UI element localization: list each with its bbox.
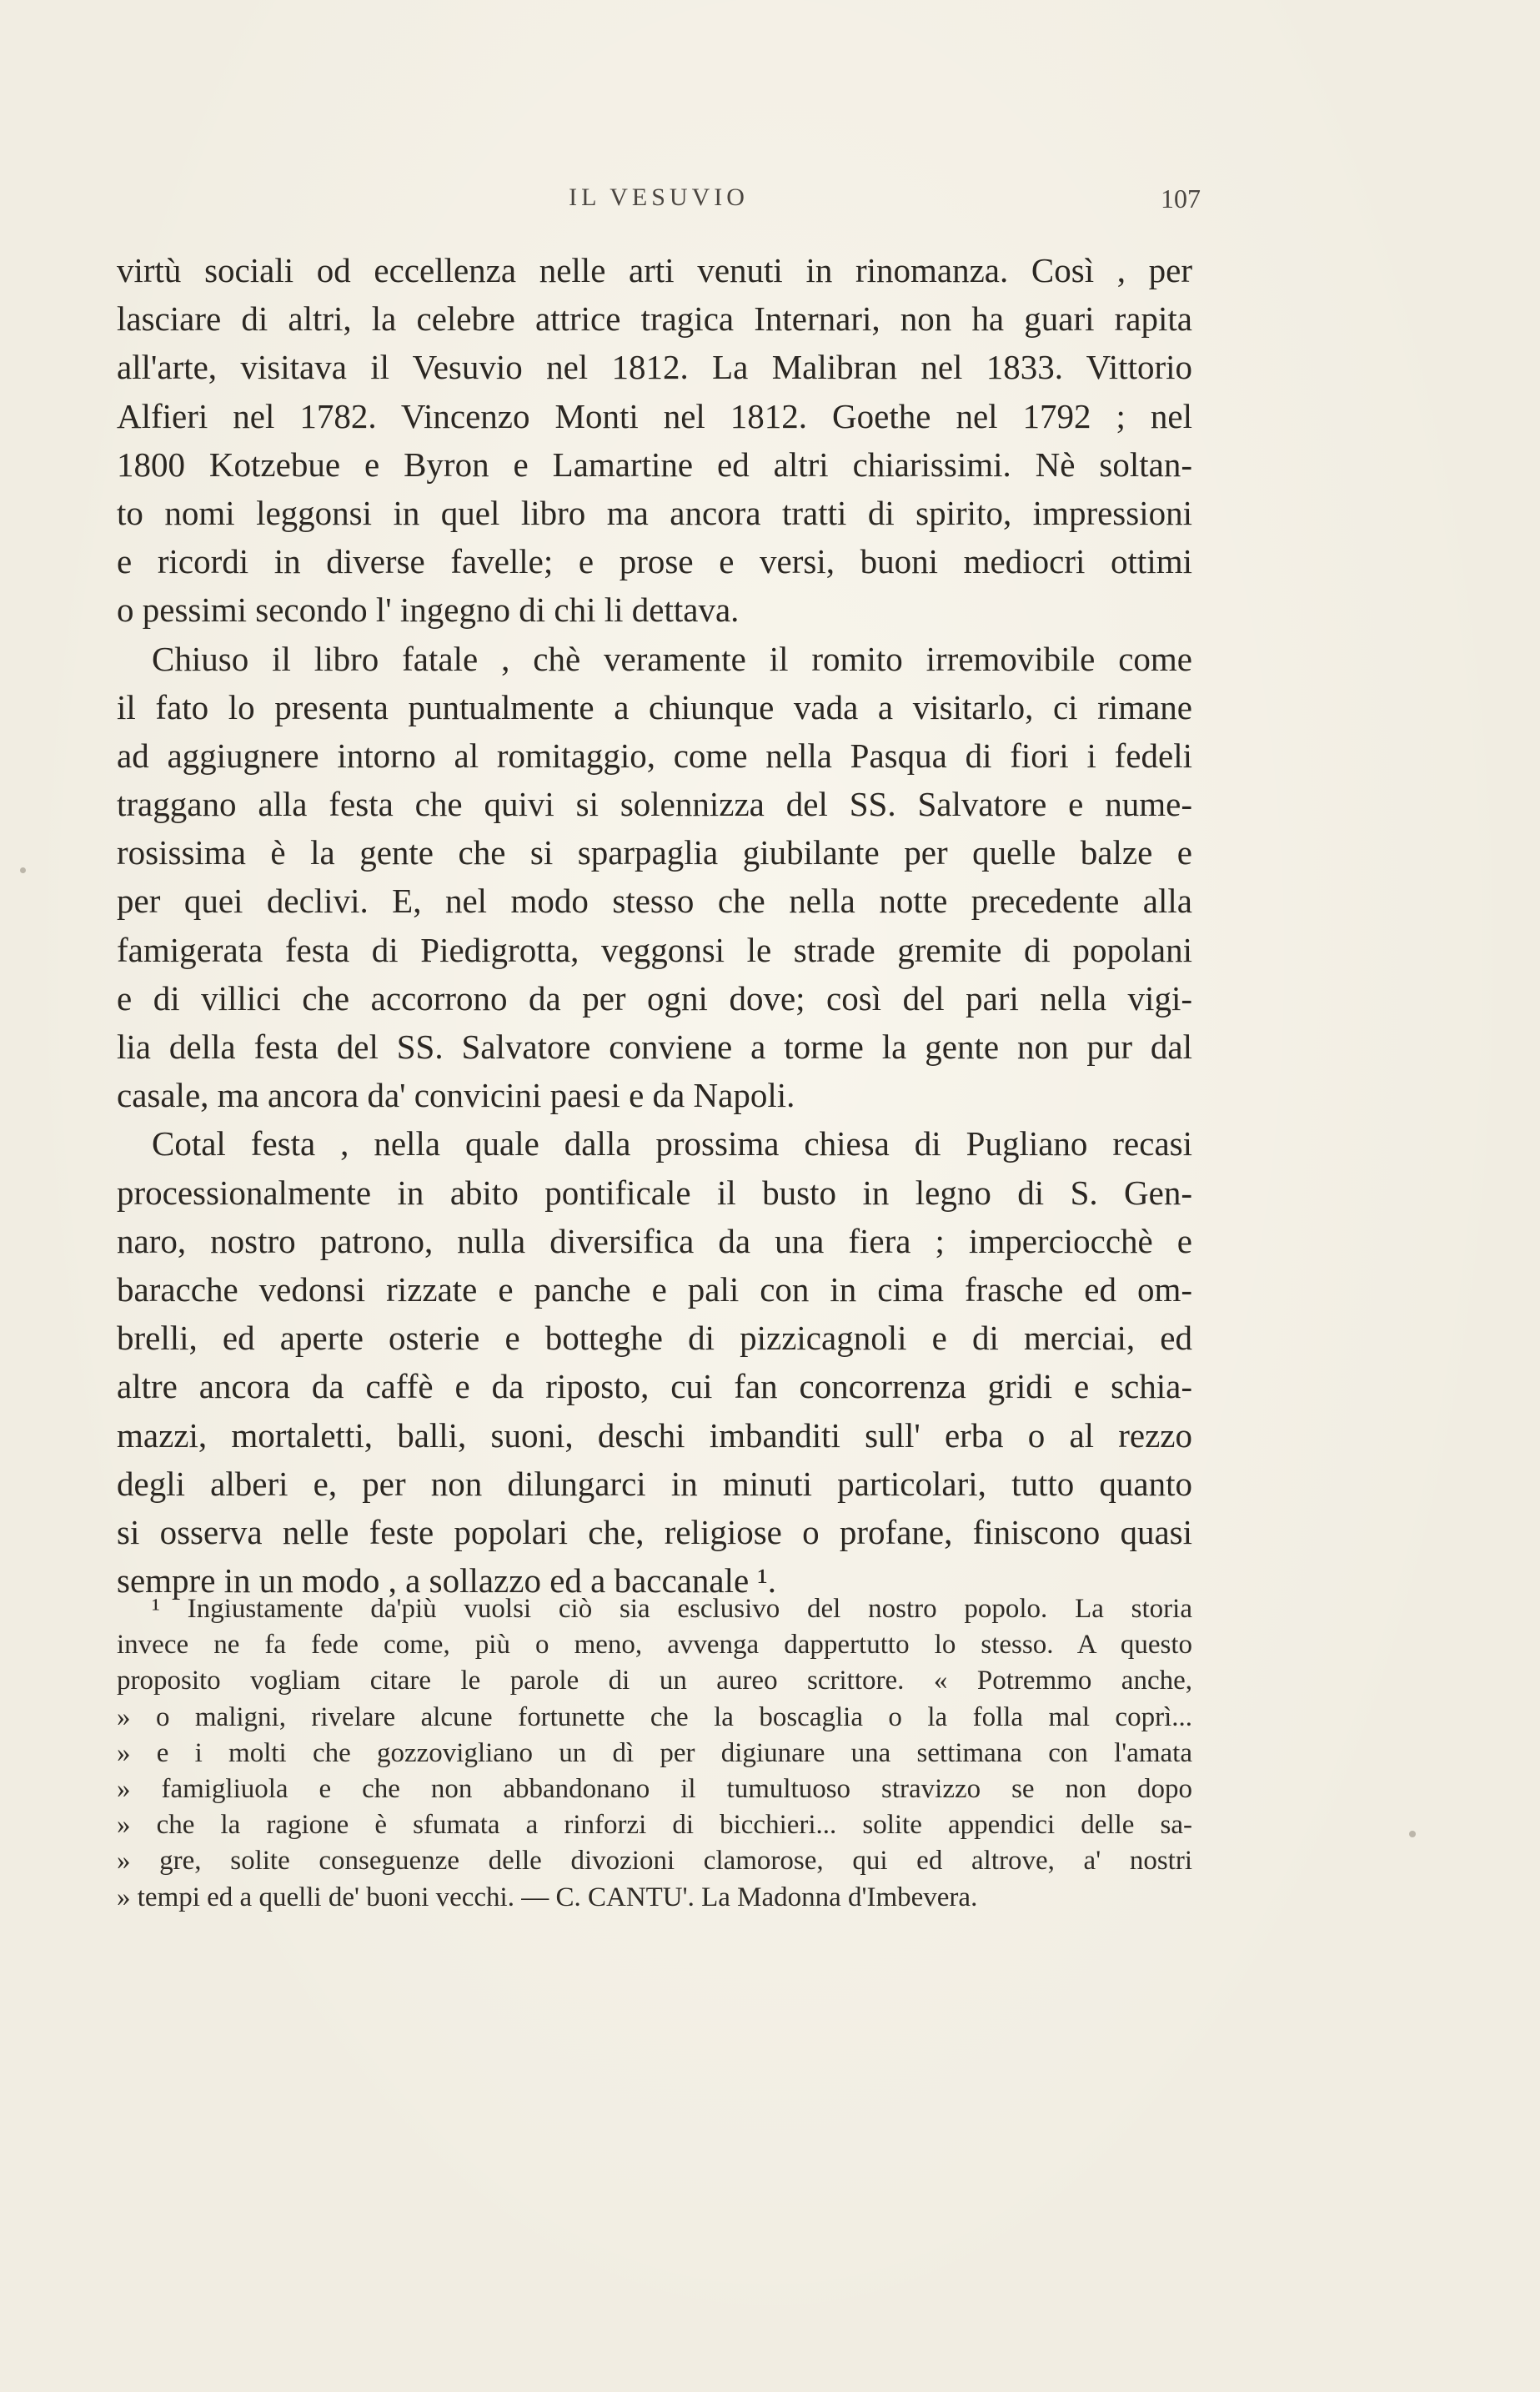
text-line: e ricordi in diverse favelle; e prose e versi, buoni mediocri ottimi: [117, 542, 1192, 581]
text-line: brelli, ed aperte osterie e botteghe di pizzicagnoli e di merciai, ed: [117, 1319, 1192, 1358]
text-line: mazzi, mortaletti, balli, suoni, deschi imbanditi sull' erba o al rezzo: [117, 1415, 1192, 1455]
text-line: Chiuso il libro fatale , chè veramente il romito irremovibile come: [152, 639, 1192, 678]
text-line: traggano alla festa che quivi si solennizza del SS. Salvatore e nume-: [117, 785, 1192, 824]
running-head: IL VESUVIO: [569, 183, 749, 211]
footnote-line: » gre, solite conseguenze delle divozioni clamorose, qui ed altrove, a' nostri: [117, 1846, 1192, 1877]
text-line: degli alberi e, per non dilungarci in minuti particolari, tutto quanto: [117, 1464, 1192, 1503]
footnote-line: » o maligni, rivelare alcune fortunette che la boscaglia o la folla mal coprì...: [117, 1701, 1192, 1732]
text-line: rosissima è la gente che si sparpaglia giubilante per quelle balze e: [117, 833, 1192, 872]
text-line: virtù sociali od eccellenza nelle arti venuti in rinomanza. Così , per: [117, 251, 1192, 289]
text-line: Cotal festa , nella quale dalla prossima chiesa di Pugliano recasi: [152, 1124, 1192, 1163]
footnote-line: invece ne fa fede come, più o meno, avvenga dappertutto lo stesso. A questo: [117, 1630, 1192, 1661]
text-line: casale, ma ancora da' convicini paesi e da Napoli.: [117, 1076, 795, 1115]
text-line: si osserva nelle feste popolari che, religiose o profane, finiscono quasi: [117, 1512, 1192, 1551]
text-line: baracche vedonsi rizzate e panche e pali con in cima frasche ed om-: [117, 1269, 1192, 1309]
text-line: lia della festa del SS. Salvatore conviene a torme la gente non pur dal: [117, 1028, 1192, 1066]
paper-speck: [1409, 1831, 1416, 1837]
text-line: naro, nostro patrono, nulla diversifica da una fiera ; imperciocchè e: [117, 1221, 1192, 1260]
footnote-line: » famigliuola e che non abbandonano il tumultuoso stravizzo se non dopo: [117, 1773, 1192, 1804]
footnote-line: ¹ Ingiustamente da'più vuolsi ciò sia esclusivo del nostro popolo. La storia: [152, 1594, 1192, 1624]
text-line: per quei declivi. E, nel modo stesso che nella notte precedente alla: [117, 882, 1192, 921]
paper-speck: [20, 867, 26, 873]
text-line: sempre in un modo , a sollazzo ed a baccanale ¹.: [117, 1561, 776, 1601]
body-text: [117, 246, 1192, 1605]
text-line: to nomi leggonsi in quel libro ma ancora tratti di spirito, impressioni: [117, 493, 1192, 532]
footnote-line: » e i molti che gozzovigliano un dì per digiunare una settimana con l'amata: [117, 1737, 1192, 1768]
text-line: o pessimi secondo l' ingegno di chi li dettava.: [117, 590, 740, 630]
footnote-line: » che la ragione è sfumata a rinforzi di bicchieri... solite appendici delle sa-: [117, 1810, 1192, 1841]
text-line: lasciare di altri, la celebre attrice tragica Internari, non ha guari rapita: [117, 299, 1192, 339]
footnote-line: proposito vogliam citare le parole di un aureo scrittore. « Potremmo anche,: [117, 1666, 1192, 1696]
text-line: famigerata festa di Piedigrotta, veggonsi le strade gremite di popolani: [117, 930, 1192, 969]
text-line: il fato lo presenta puntualmente a chiunque vada a visitarlo, ci rimane: [117, 687, 1192, 726]
text-line: ad aggiugnere intorno al romitaggio, come nella Pasqua di fiori i fedeli: [117, 736, 1192, 775]
text-line: altre ancora da caffè e da riposto, cui fan concorrenza gridi e schia-: [117, 1367, 1192, 1406]
text-line: Alfieri nel 1782. Vincenzo Monti nel 1812. Goethe nel 1792 ; nel: [117, 396, 1192, 435]
page-number: 107: [1161, 183, 1201, 214]
footnote-line: » tempi ed a quelli de' buoni vecchi. — C. CANTU'. La Madonna d'Imbevera.: [117, 1882, 978, 1912]
text-line: processionalmente in abito pontificale il busto in legno di S. Gen-: [117, 1173, 1192, 1212]
page-header: [117, 183, 1201, 225]
text-line: 1800 Kotzebue e Byron e Lamartine ed altri chiarissimi. Nè soltan-: [117, 445, 1192, 484]
footnotes: [117, 1591, 1192, 1916]
text-line: all'arte, visitava il Vesuvio nel 1812. La Malibran nel 1833. Vittorio: [117, 348, 1192, 387]
text-line: e di villici che accorrono da per ogni dove; così del pari nella vigi-: [117, 978, 1192, 1018]
